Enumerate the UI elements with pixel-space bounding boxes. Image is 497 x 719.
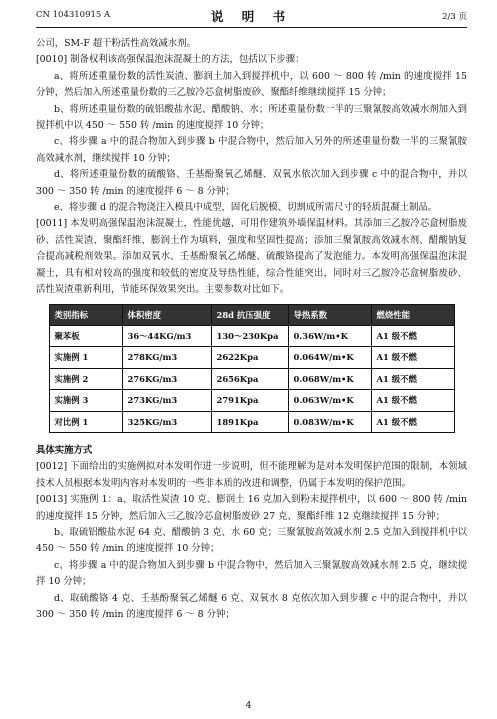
table-cell: 276KG/m3 <box>122 368 211 389</box>
paragraph: [0012] 下面给出的实施例拟对本发明作进一步说明，但不能理解为是对本发明保护范围的限制，本领域技术人员根据本发明内容对本发明的一些非本质的改进和调整，仍属于本发明的保护范围。 <box>36 461 467 489</box>
table-header-cell: 28d 抗压强度 <box>211 304 288 325</box>
table-cell: 130～230Kpa <box>211 325 288 346</box>
paragraph: c、将步骤 a 中的混合物加入到步骤 b 中混合物中，然后加入三聚氰胺高效减水剂 2.5 克，继续搅拌 10 分钟； <box>36 559 467 588</box>
section-title: 具体实施方式 <box>36 444 93 456</box>
table-cell: 0.063W/m•K <box>288 390 371 411</box>
paragraph: [0010] 制备权利该高强保温泡沫混凝土的方法，包括以下步骤： <box>36 54 305 66</box>
table-row <box>49 368 454 389</box>
table-header-cell: 燃烧性能 <box>371 304 454 325</box>
table-cell: 36～44KG/m3 <box>122 325 211 346</box>
paragraph: b、取硫铝酸盐水泥 64 克、醋酸钠 3 克、水 60 克；三聚氰胺高效减水剂 2.5 克加入到搅拌机中以 450 ～ 550 转 /min 的速度搅拌 10 分钟； <box>36 526 467 555</box>
table-header-row <box>49 304 454 325</box>
paragraph: b、将所述重量份数的硫铝酸盐水泥、醋酸钠、水；所述重量份数一半的三聚氰胺高效减水剂加入到搅拌机中以 450 ～ 550 转 /min 的速度搅拌 10 分钟； <box>36 103 467 132</box>
table-cell: 聚苯板 <box>49 325 122 346</box>
document-title: 说 明 书 <box>210 9 293 24</box>
table-row <box>49 325 454 346</box>
table-cell: A1 级不燃 <box>371 411 454 432</box>
document-body <box>36 36 467 623</box>
paragraph: c、将步骤 a 中的混合物加入到步骤 b 中混合物中，然后加入另外的所述重量份数一半的三聚氰胺高效减水剂，继续搅拌 10 分钟； <box>36 136 467 164</box>
table-cell: 0.083W/m•K <box>288 411 371 432</box>
page-indicator: 2/3 页 <box>442 12 467 22</box>
paragraph: a、将所述重量份数的活性炭渣、膨润土加入到搅拌机中，以 600 ～ 800 转 /min 的速度搅拌 15 分钟，然后加入所述重量份数的三乙胺冷芯盒树脂废砂、聚酯纤维继续搅拌 15 分钟； <box>36 70 467 99</box>
table-cell: 1891Kpa <box>211 411 288 432</box>
table-cell: A1 级不燃 <box>371 368 454 389</box>
table-cell: A1 级不燃 <box>371 325 454 346</box>
paragraph: d、取硫酸铬 4 克、壬基酚聚氧乙烯醚 6 克、双氧水 8 克依次加入到步骤 c 中的混合物中，并以 300 ～ 350 转 /min 的速度搅拌 6 ～ 8 分钟； <box>36 592 467 620</box>
table-cell: 0.068W/m•K <box>288 368 371 389</box>
table-cell: A1 级不燃 <box>371 390 454 411</box>
header-rule <box>36 27 467 28</box>
table-header-cell: 类别指标 <box>49 304 122 325</box>
table-cell: 278KG/m3 <box>122 347 211 368</box>
table-cell: 实施例 3 <box>49 390 122 411</box>
table-cell: 实施例 2 <box>49 368 122 389</box>
table-row <box>49 390 454 411</box>
page-number: 4 <box>245 701 252 711</box>
paragraph: [0013] 实施例 1：a、取活性炭渣 10 克、膨润土 16 克加入到粉末搅拌机中，以 600 ～ 800 转 /min 的速度搅拌 15 分钟，然后加入三乙胺冷芯盒树脂废砂 27 克、聚酯纤维 12 克继续搅拌 15 分钟； <box>36 494 467 522</box>
table-header-cell: 导热系数 <box>288 304 371 325</box>
table-cell: 325KG/m3 <box>122 411 211 432</box>
patent-number: CN 104310915 A <box>36 10 111 20</box>
paragraph: d、将所述重量份数的硫酸铬、壬基酚聚氧乙烯醚、双氧水依次加入到步骤 c 中的混合物中，并以 300 ～ 350 转 /min 的速度搅拌 6 ～ 8 分钟； <box>36 169 467 197</box>
paragraphs-bottom <box>36 459 467 623</box>
table-row <box>49 411 454 432</box>
paragraph: e、将步骤 d 的混合物浇注入模具中成型，固化后脱模、切割成所需尺寸的轻质混凝土制品。 <box>54 202 438 214</box>
table-cell: 273KG/m3 <box>122 390 211 411</box>
parameter-table <box>49 304 455 433</box>
table-row <box>49 347 454 368</box>
table-cell: 实施例 1 <box>49 347 122 368</box>
table-cell: 0.36W/m•K <box>288 325 371 346</box>
page-header <box>36 7 467 25</box>
paragraph: 公司，SM-F 超干粉活性高效减水剂。 <box>36 38 196 49</box>
table-cell: 2656Kpa <box>211 368 288 389</box>
table-cell: A1 级不燃 <box>371 347 454 368</box>
table-cell: 对比例 1 <box>49 411 122 432</box>
paragraphs-top <box>36 36 467 299</box>
table-cell: 2622Kpa <box>211 347 288 368</box>
table-header-cell: 体积密度 <box>122 304 211 325</box>
paragraph: [0011] 本发明高强保温泡沫混凝土，性能优越，可用作建筑外墙保温材料。其添加三乙胺冷芯盒树脂废砂、活性炭渣、聚酯纤维、膨润土作为填料，强度和坚固性提高；添加三聚氰胺高效减水剂、醋酸钠复合提高减税剂效果。添加双氧水、壬基酚聚氧乙烯醚、硫酸铬提高了发泡能力。本发明高强保温泡沫混凝土，具有相对较高的强度和较低的密度及导热性能，综合性能突出，同时对三乙胺冷芯盒树脂废砂、活性炭渣重新利用，节能环保效果突出。主要参数对比如下。 <box>36 218 467 296</box>
table-cell: 2791Kpa <box>211 390 288 411</box>
table-cell: 0.064W/m•K <box>288 347 371 368</box>
